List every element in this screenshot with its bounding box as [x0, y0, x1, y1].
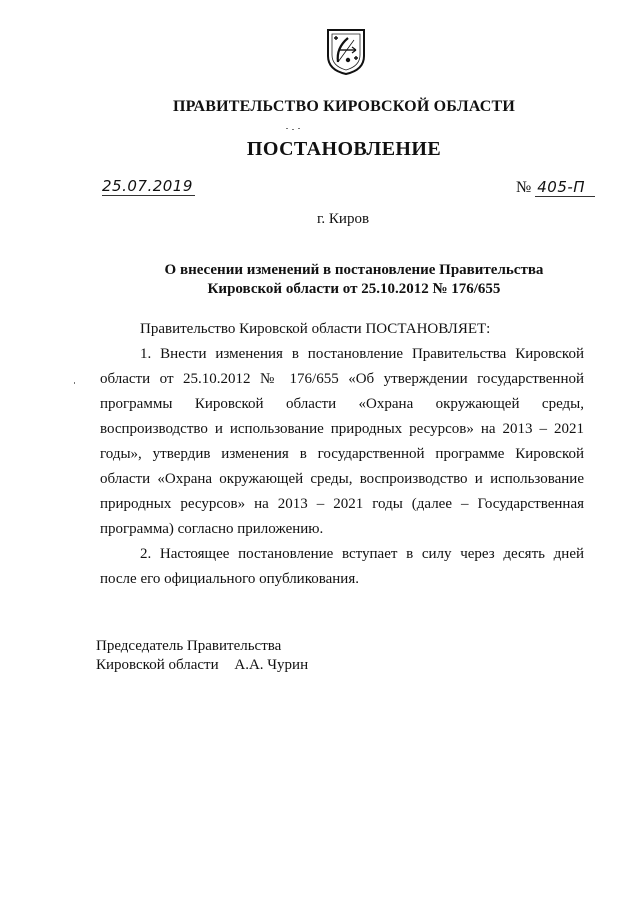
body-intro: Правительство Кировской области ПОСТАНОВЛЯЕТ: [140, 321, 491, 337]
city: г. Киров [316, 211, 370, 227]
document-subject [100, 261, 580, 299]
signature-block [96, 637, 308, 675]
document-type: ПОСТАНОВЛЕНИЕ [246, 138, 442, 160]
subject-line-2: Кировской области от 25.10.2012 № 176/655 [207, 281, 501, 297]
number-value: 405-П [535, 178, 595, 197]
document-date: 25.07.2019 [102, 177, 193, 195]
signatory-position-line-2: Кировской области [96, 657, 219, 673]
number-prefix: № [516, 179, 532, 196]
document-body [100, 317, 584, 592]
signatory-name: А.А. Чурин [234, 657, 309, 673]
scan-speck [292, 129, 294, 130]
subject-line-1: О внесении изменений в постановление Правительства [164, 262, 544, 278]
coat-of-arms-icon [326, 28, 366, 76]
scan-speck [74, 382, 75, 384]
scan-speck [286, 128, 288, 129]
body-item-2: 2. Настоящее постановление вступает в силу через десять дней после его официального опубликования. [100, 546, 584, 587]
government-title: ПРАВИТЕЛЬСТВО КИРОВСКОЙ ОБЛАСТИ [172, 98, 516, 115]
document-number [516, 178, 595, 197]
signatory-position-line-1: Председатель Правительства [96, 638, 282, 654]
scan-speck [298, 128, 300, 129]
body-item-1: 1. Внести изменения в постановление Правительства Кировской области от 25.10.2012 № 176/655 «Об утверждении государственной программы Кировской области «Охрана окружающей среды, воспроизводство и использование природных ресурсов» на 2013 – 2021 годы», утвердив изменения в государственной программе Кировской области «Охрана окружающей среды, воспроизводство и использование природных ресурсов» на 2013 – 2021 годы (далее – Государственная программа) согласно приложению. [100, 346, 584, 537]
